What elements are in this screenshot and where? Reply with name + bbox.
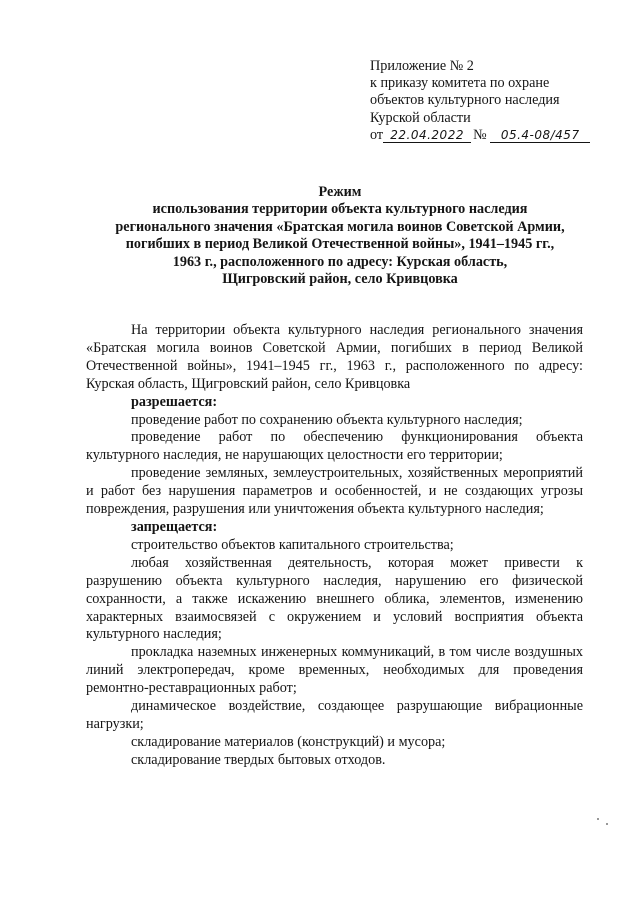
forbidden-item: динамическое воздействие, создающее разрушающие вибрационные нагрузки;: [86, 698, 583, 732]
from-label: от: [370, 126, 384, 143]
forbidden-item: складирование твердых бытовых отходов.: [131, 751, 386, 768]
allowed-heading: разрешается:: [131, 393, 218, 410]
annex-line-4: Курской области: [370, 109, 471, 126]
allowed-item: проведение земляных, землеустроительных, хозяйственных мероприятий и работ без нарушения параметров и особенностей, и не создающих угрозы повреждения, разрушения или уничтожения объекта культурного наследия;: [86, 465, 583, 518]
forbidden-heading: запрещается:: [131, 518, 218, 535]
handwritten-order-number: 05.4-08/457: [490, 128, 590, 143]
title-line-6: Щигровский район, село Кривцовка: [222, 271, 458, 288]
annex-line-1: Приложение № 2: [370, 58, 474, 74]
annex-line-3: объектов культурного наследия: [370, 92, 560, 109]
document-body: [86, 322, 583, 770]
forbidden-item: прокладка наземных инженерных коммуникаций, в том числе воздушных линий электропередач, кроме временных, необходимых для проведения ремонтно-реставрационных работ;: [86, 644, 583, 697]
scan-speck: [606, 823, 608, 825]
annex-line-2: к приказу комитета по охране: [370, 75, 550, 92]
allowed-item: проведение работ по сохранению объекта культурного наследия;: [131, 411, 523, 428]
forbidden-item: строительство объектов капитального строительства;: [131, 536, 454, 553]
annex-block: [370, 58, 610, 144]
number-label: №: [473, 126, 487, 143]
title-line-5: 1963 г., расположенного по адресу: Курская область,: [172, 253, 508, 270]
forbidden-item: складирование материалов (конструкций) и мусора;: [131, 733, 446, 750]
order-date-number-line: [370, 127, 610, 144]
intro-paragraph: На территории объекта культурного наследия регионального значения «Братская могила воинов Советской Армии, погибших в период Великой Отечественной войны», 1941–1945 гг., 1963 г., расположенного по адресу: Курская область, Щигровский район, село Кривцовка: [86, 322, 583, 392]
handwritten-date: 22.04.2022: [383, 128, 471, 143]
forbidden-item: любая хозяйственная деятельность, которая может привести к разрушению объекта культурного наследия, нарушению его физической сохранности, а также искажению внешнего облика, элементов, изменению характерных взаимосвязей с окружением и условий восприятия объекта культурного наследия;: [86, 554, 583, 643]
title-line-1: Режим: [318, 184, 362, 200]
title-line-2: использования территории объекта культурного наследия: [152, 201, 528, 218]
title-line-4: погибших в период Великой Отечественной войны», 1941–1945 гг.,: [125, 236, 555, 253]
document-title: [90, 184, 590, 288]
title-line-3: регионального значения «Братская могила воинов Советской Армии,: [115, 218, 565, 235]
allowed-item: проведение работ по обеспечению функционирования объекта культурного наследия, не нарушающих целостности его территории;: [86, 429, 583, 464]
scan-speck: [597, 818, 599, 820]
